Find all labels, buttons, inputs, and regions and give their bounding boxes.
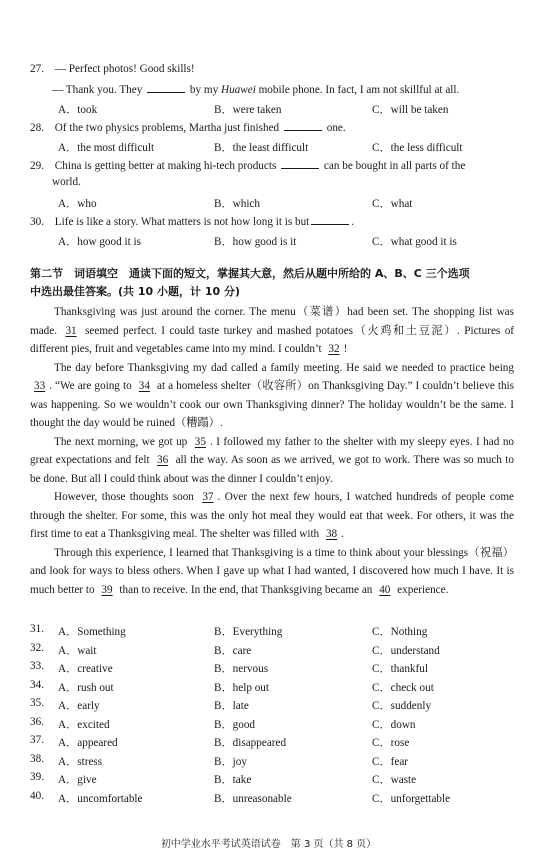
question-text: can be bought in all parts of the xyxy=(323,160,466,172)
passage-paragraph: Through this experience, I learned that Thanksgiving is a time to think about your blessings（祝福）and look for ways to bless others. When I gave up what I had wanted, I discovered how much I have. It is much better to 39 than to receive. In the end, that Thanksgiving became an 40 experience. xyxy=(30,546,514,596)
option-a: A．took xyxy=(58,104,98,116)
option-c: C．suddenly xyxy=(372,700,432,712)
page-footer: 初中学业水平考试英语试卷 第 3 页（共 8 页） xyxy=(160,839,377,850)
question-text: . xyxy=(351,216,355,228)
option-b: B．care xyxy=(214,644,252,657)
option-c: C．fear xyxy=(372,755,409,768)
blank-36: 36 xyxy=(156,454,169,466)
option-c: C．what xyxy=(372,198,413,210)
blank-33: 33 xyxy=(34,380,46,392)
option-a: A．Something xyxy=(58,626,126,638)
answer-blank xyxy=(147,82,185,93)
section-title-line: 中选出最佳答案。(共 10 小题，计 10 分) xyxy=(30,285,240,298)
option-b: B．take xyxy=(214,774,252,786)
question-number: 31. xyxy=(30,623,44,635)
option-c: C．understand xyxy=(372,644,440,657)
option-c: C．check out xyxy=(372,681,434,694)
question-number: 39. xyxy=(30,771,44,783)
passage-paragraph: The next morning, we got up 35 . I followed my father to the shelter with my sleepy eyes. I had no great expectations and felt 36 all the way. As soon as we arrived, we got to work. There was so much to be done. But all I could think about was the dinner I couldn’t enjoy. xyxy=(30,435,515,485)
option-a: A．early xyxy=(58,700,100,712)
option-a: A．appeared xyxy=(58,737,118,749)
option-a: A．stress xyxy=(58,755,103,768)
option-c: C．will be taken xyxy=(372,104,449,116)
question-27-line2 xyxy=(52,82,459,96)
option-b: B．nervous xyxy=(214,663,269,675)
option-b: B．which xyxy=(214,198,260,210)
question-number: 37. xyxy=(30,734,44,746)
question-29 xyxy=(30,158,465,172)
question-number: 28. xyxy=(30,122,44,134)
question-29-line2: world. xyxy=(52,176,81,188)
blank-40: 40 xyxy=(379,583,391,596)
question-text: Life is like a story. What matters is not how long it is but xyxy=(54,216,310,228)
question-number: 33. xyxy=(30,660,44,672)
option-c: C．thankful xyxy=(372,663,428,675)
passage-paragraph: Thanksgiving was just around the corner. The menu（菜谱）had been set. The shopping list was made. 31 seemed perfect. I could taste turkey and mashed potatoes（火鸡和土豆泥）. Pictures of different pies, fruit and vegetables came into my mind. I couldn’t 32 ! xyxy=(30,306,515,355)
question-number: 32. xyxy=(30,641,44,654)
option-a: A．give xyxy=(58,774,97,786)
question-number: 36. xyxy=(30,715,44,728)
option-c: C．what good it is xyxy=(372,236,457,248)
question-number: 34. xyxy=(30,678,44,691)
question-text: — Thank you. They xyxy=(52,84,143,96)
question-30 xyxy=(30,214,354,228)
question-text: China is getting better at making hi-tech products xyxy=(54,160,277,172)
passage-paragraph: The day before Thanksgiving my dad called a family meeting. He said we needed to practice being 33 . “We are going to 34 at a homeless shelter（收容所）on Thanksgiving Day.” I couldn’t believe this was happening. So we wouldn’t cook our own Thanksgiving dinner? The holiday wouldn’t be the same. I thought the day would be ruined（糟蹋）. xyxy=(30,361,515,429)
question-text: by my xyxy=(189,84,219,96)
blank-38: 38 xyxy=(325,528,338,540)
option-b: B．help out xyxy=(214,681,270,694)
option-b: B．how good is it xyxy=(214,236,297,248)
blank-39: 39 xyxy=(101,583,113,596)
question-number: 29. xyxy=(30,160,44,172)
question-number: 38. xyxy=(30,752,44,765)
blank-31: 31 xyxy=(65,324,77,337)
question-text: Huawei xyxy=(221,84,256,96)
blank-34: 34 xyxy=(138,380,150,392)
question-text: mobile phone. In fact, I am not skillful at all. xyxy=(258,84,460,96)
option-a: A．wait xyxy=(58,644,97,657)
question-number: 40. xyxy=(30,789,44,802)
blank-37: 37 xyxy=(202,491,214,503)
option-b: B．good xyxy=(214,718,256,731)
question-27 xyxy=(30,63,195,75)
option-b: B．joy xyxy=(214,755,247,768)
section-title xyxy=(30,265,514,301)
question-number: 30. xyxy=(30,216,44,228)
option-a: A．uncomfortable xyxy=(58,792,143,805)
option-c: C．the less difficult xyxy=(372,142,463,154)
option-a: A．the most difficult xyxy=(58,142,155,154)
option-b: B．disappeared xyxy=(214,737,287,749)
answer-blank xyxy=(284,120,322,131)
question-28 xyxy=(30,120,346,134)
option-b: B．the least difficult xyxy=(214,142,309,154)
question-text: Of the two physics problems, Martha just finished xyxy=(54,122,280,134)
option-b: B．Everything xyxy=(214,626,283,638)
question-number: 27. xyxy=(30,63,44,75)
passage-paragraph: However, those thoughts soon 37 . Over the next few hours, I watched hundreds of people come through the shelter. For some, this was the only hot meal they would eat that week. For others, it was the first time to eat a Thanksgiving meal. The shelter was filled with 38 . xyxy=(30,491,515,540)
section-title-line: 第二节 词语填空 通读下面的短文，掌握其大意，然后从题中所给的 A、B、C 三个选项 xyxy=(30,267,470,280)
option-c: C．down xyxy=(372,718,416,731)
question-number: 35. xyxy=(30,697,44,709)
option-a: A．how good it is xyxy=(58,236,141,248)
option-a: A．creative xyxy=(58,663,113,675)
question-text: one. xyxy=(326,122,346,134)
option-a: A．rush out xyxy=(58,681,114,694)
option-a: A．excited xyxy=(58,718,110,731)
option-c: C．unforgettable xyxy=(372,792,451,805)
blank-32: 32 xyxy=(328,343,340,355)
blank-35: 35 xyxy=(194,435,206,448)
cloze-passage xyxy=(30,303,514,599)
option-c: C．waste xyxy=(372,774,417,786)
option-c: C．rose xyxy=(372,737,410,749)
option-b: B．were taken xyxy=(214,104,282,116)
option-b: B．unreasonable xyxy=(214,792,292,805)
option-a: A．who xyxy=(58,198,97,210)
question-text: — Perfect photos! Good skills! xyxy=(54,63,195,75)
option-b: B．late xyxy=(214,700,249,712)
option-c: C．Nothing xyxy=(372,626,428,638)
answer-blank xyxy=(311,214,349,225)
answer-blank xyxy=(281,158,319,169)
